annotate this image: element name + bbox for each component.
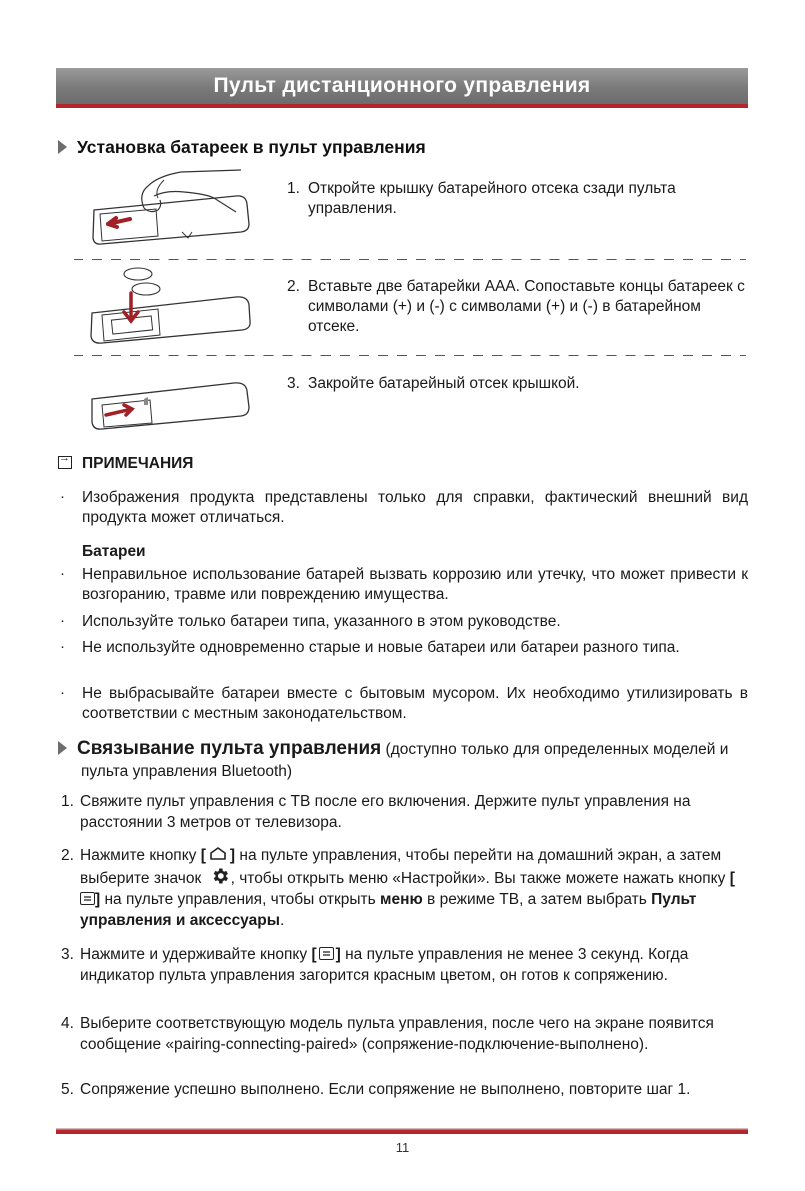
install-step-1: 1. Откройте крышку батарейного отсека сзади пульта управления. <box>287 180 676 217</box>
bullet: · <box>60 488 65 505</box>
divider <box>74 355 746 356</box>
remote-open-cover-illustration <box>86 168 276 248</box>
divider <box>74 259 746 260</box>
home-icon <box>208 847 228 861</box>
page-number: 11 <box>395 1140 410 1155</box>
pairing-heading <box>58 738 771 783</box>
menu-icon <box>319 947 334 960</box>
pairing-step-3: 3. Нажмите и удерживайте кнопку [ ] на пульте управления не менее 3 секунд. Когда индикатор пульта управления загорится красным цветом, он готов к сопряжению. <box>61 946 689 984</box>
battery-note-2: Используйте только батареи типа, указанного в этом руководстве. <box>82 613 561 630</box>
page-banner: Пульт дистанционного управления <box>56 68 748 108</box>
bullet: · <box>60 612 65 629</box>
battery-note-1: Неправильное использование батарей вызвать коррозию или утечку, что может привести к возгоранию, травме или повреждению имущества. <box>82 566 748 603</box>
triangle-bullet-icon <box>58 140 67 154</box>
pairing-heading-note: (доступно только для определенных моделей и пульта управления Bluetooth) <box>81 741 729 780</box>
triangle-bullet-icon <box>58 741 67 755</box>
battery-note-4: Не выбрасывайте батареи вместе с бытовым мусором. Их необходимо утилизировать в соответствии с местным законодательством. <box>82 685 748 722</box>
bullet: · <box>60 638 65 655</box>
notes-heading-text: ПРИМЕЧАНИЯ <box>82 455 194 472</box>
install-step-3: 3. Закройте батарейный отсек крышкой. <box>287 375 580 392</box>
notes-heading <box>58 455 193 473</box>
pairing-step-4: 4. Выберите соответствующую модель пульта управления, после чего на экране появится сообщение «pairing-connecting-paired» (сопряжение-подключение-выполнено). <box>61 1015 714 1053</box>
batteries-subheading: Батареи <box>82 543 146 560</box>
pairing-step-2: 2. Нажмите кнопку [ ] на пульте управления, чтобы перейти на домашний экран, а затем выберите значок , чтобы открыть меню «Настройки». Вы также можете нажать кнопку [ ] на пульте управления, чтобы открыть меню в режиме ТВ, а затем выбрать Пульт управления и аксессуары. <box>61 847 735 929</box>
menu-icon <box>80 892 95 905</box>
pairing-heading-text: Связывание пульта управления <box>77 738 382 759</box>
bullet: · <box>60 565 65 582</box>
bullet: · <box>60 684 65 701</box>
battery-note-3: Не используйте одновременно старые и новые батареи или батареи разного типа. <box>82 639 680 656</box>
remote-close-cover-illustration <box>86 369 256 431</box>
gear-icon <box>209 866 231 886</box>
notes-intro: Изображения продукта представлены только для справки, фактический внешний вид продукта может отличаться. <box>82 489 748 526</box>
pairing-step-5: 5. Сопряжение успешно выполнено. Если сопряжение не выполнено, повторите шаг 1. <box>61 1081 691 1098</box>
install-step-2: 2. Вставьте две батарейки AAA. Сопоставьте концы батареек с символами (+) и (-) с символами (+) и (-) в батарейном отсеке. <box>287 278 745 335</box>
install-heading <box>58 137 426 158</box>
note-icon <box>58 456 72 469</box>
remote-insert-batteries-illustration <box>86 263 266 345</box>
pairing-step-1: 1. Свяжите пульт управления с ТВ после его включения. Держите пульт управления на расстоянии 3 метров от телевизора. <box>61 793 691 831</box>
footer-rule <box>56 1128 748 1134</box>
install-heading-text: Установка батареек в пульт управления <box>77 137 426 157</box>
